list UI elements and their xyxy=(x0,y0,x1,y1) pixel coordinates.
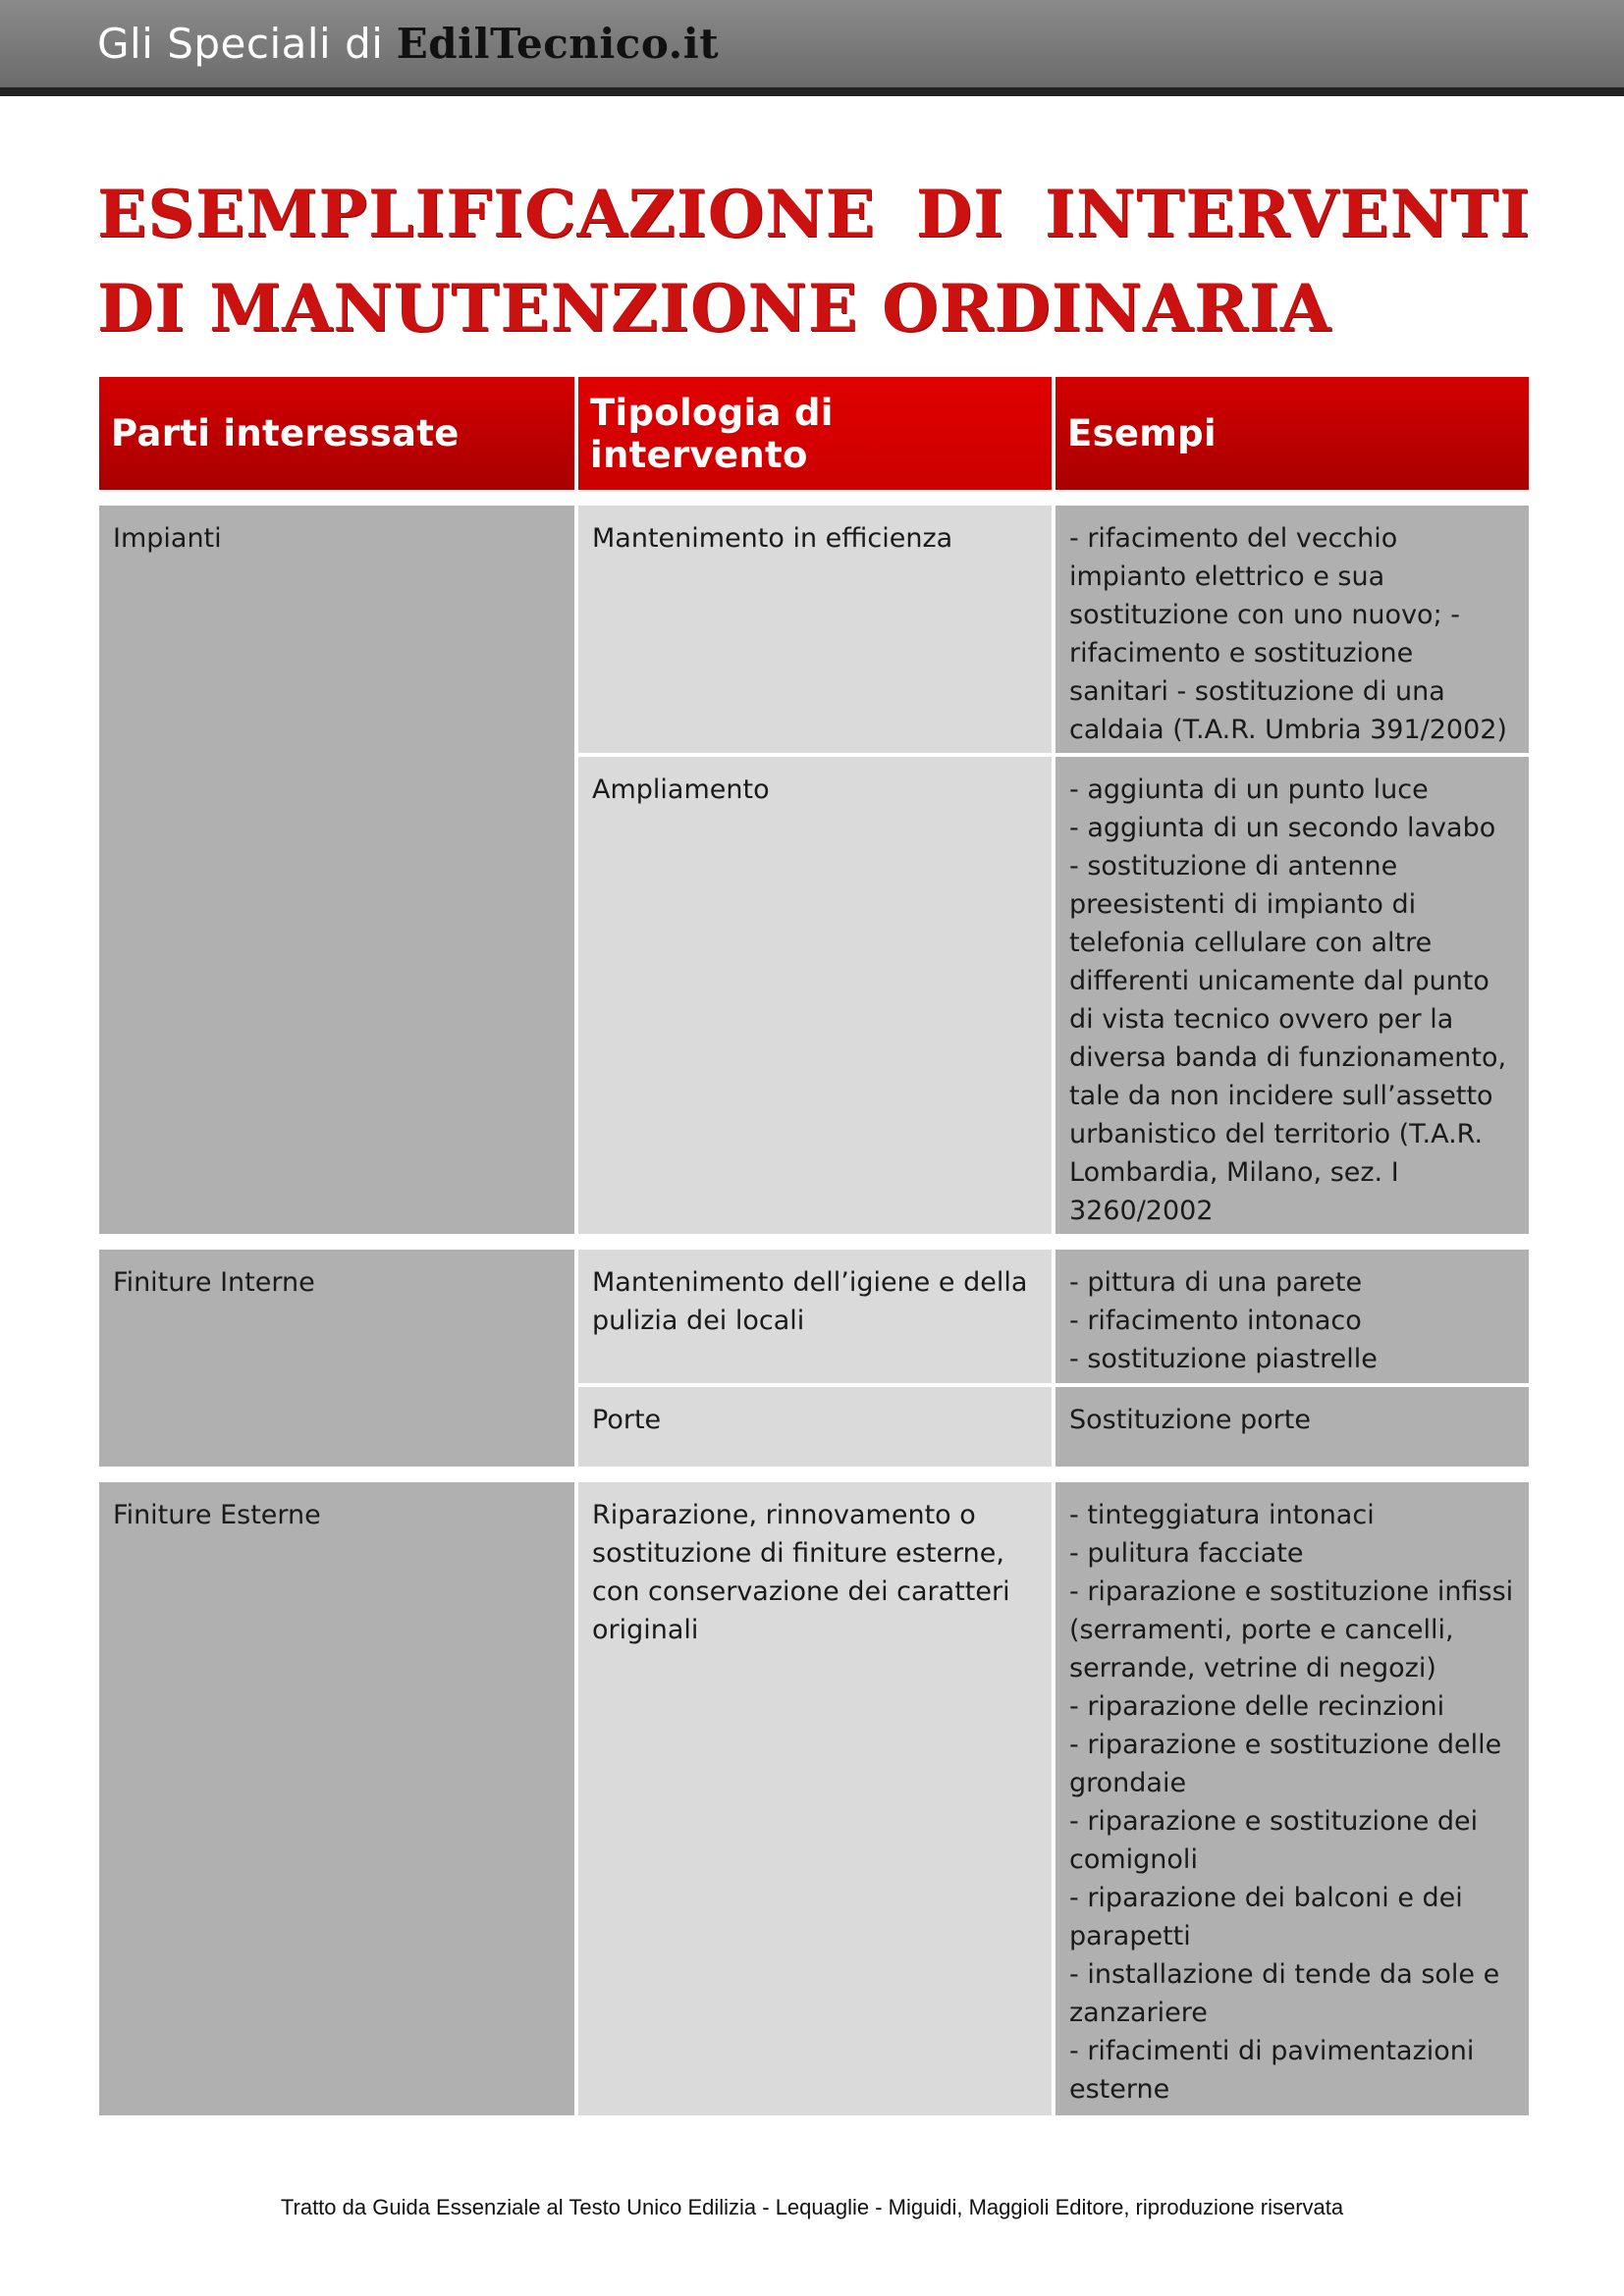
header-esempi: Esempi xyxy=(1056,377,1529,490)
interventions-table xyxy=(95,373,1533,2119)
table-header-row xyxy=(99,377,1529,490)
tipo-cell: Mantenimento in efficienza xyxy=(578,506,1052,753)
header-bar xyxy=(0,0,1624,96)
esempi-cell: - tinteggiatura intonaci - pulitura facciate - riparazione e sostituzione infissi (serramenti, porte e cancelli, serrande, vetrine di negozi) - riparazione delle recinzioni - riparazione e sostituzione delle grondaie - riparazione e sostituzione dei comignoli - riparazione dei balconi e dei parapetti - installazione di tende da sole e zanzariere - rifacimenti di pavimentazioni esterne xyxy=(1056,1482,1529,2115)
tipo-cell: Riparazione, rinnovamento o sostituzione di finiture esterne, con conservazione dei caratteri originali xyxy=(578,1482,1052,2115)
table-row xyxy=(99,1250,1529,1383)
header-brand xyxy=(97,20,719,68)
esempi-cell: - aggiunta di un punto luce - aggiunta di un secondo lavabo - sostituzione di antenne preesistenti di impianto di telefonia cellulare con altre differenti unicamente dal punto di vista tecnico ovvero per la diversa banda di funzionamento, tale da non incidere sull’assetto urbanistico del territorio (T.A.R. Lombardia, Milano, sez. I 3260/2002 xyxy=(1056,757,1529,1234)
part-cell: Finiture Interne xyxy=(99,1250,574,1467)
table-row xyxy=(99,1482,1529,2115)
tipo-cell: Mantenimento dell’igiene e della pulizia dei locali xyxy=(578,1250,1052,1383)
header-tipologia: Tipologia di intervento xyxy=(578,377,1052,490)
part-cell: Impianti xyxy=(99,506,574,1234)
part-cell: Finiture Esterne xyxy=(99,1482,574,2115)
header-brand-name: EdilTecnico.it xyxy=(396,20,720,68)
header-prefix: Gli Speciali di xyxy=(97,20,384,68)
esempi-cell: Sostituzione porte xyxy=(1056,1387,1529,1467)
page-title: ESEMPLIFICAZIONE DI INTERVENTI DI MANUTENZIONE ORDINARIA xyxy=(97,176,1531,347)
esempi-cell: - pittura di una parete - rifacimento intonaco - sostituzione piastrelle xyxy=(1056,1250,1529,1383)
tipo-cell: Porte xyxy=(578,1387,1052,1467)
footer-note: Tratto da Guida Essenziale al Testo Unico Edilizia - Lequaglie - Miguidi, Maggioli Editore, riproduzione riservata xyxy=(280,2195,1344,2219)
header-parti: Parti interessate xyxy=(99,377,574,490)
table-row xyxy=(99,506,1529,753)
esempi-cell: - rifacimento del vecchio impianto elettrico e sua sostituzione con uno nuovo; - rifacimento e sostituzione sanitari - sostituzione di una caldaia (T.A.R. Umbria 391/2002) xyxy=(1056,506,1529,753)
tipo-cell: Ampliamento xyxy=(578,757,1052,1234)
